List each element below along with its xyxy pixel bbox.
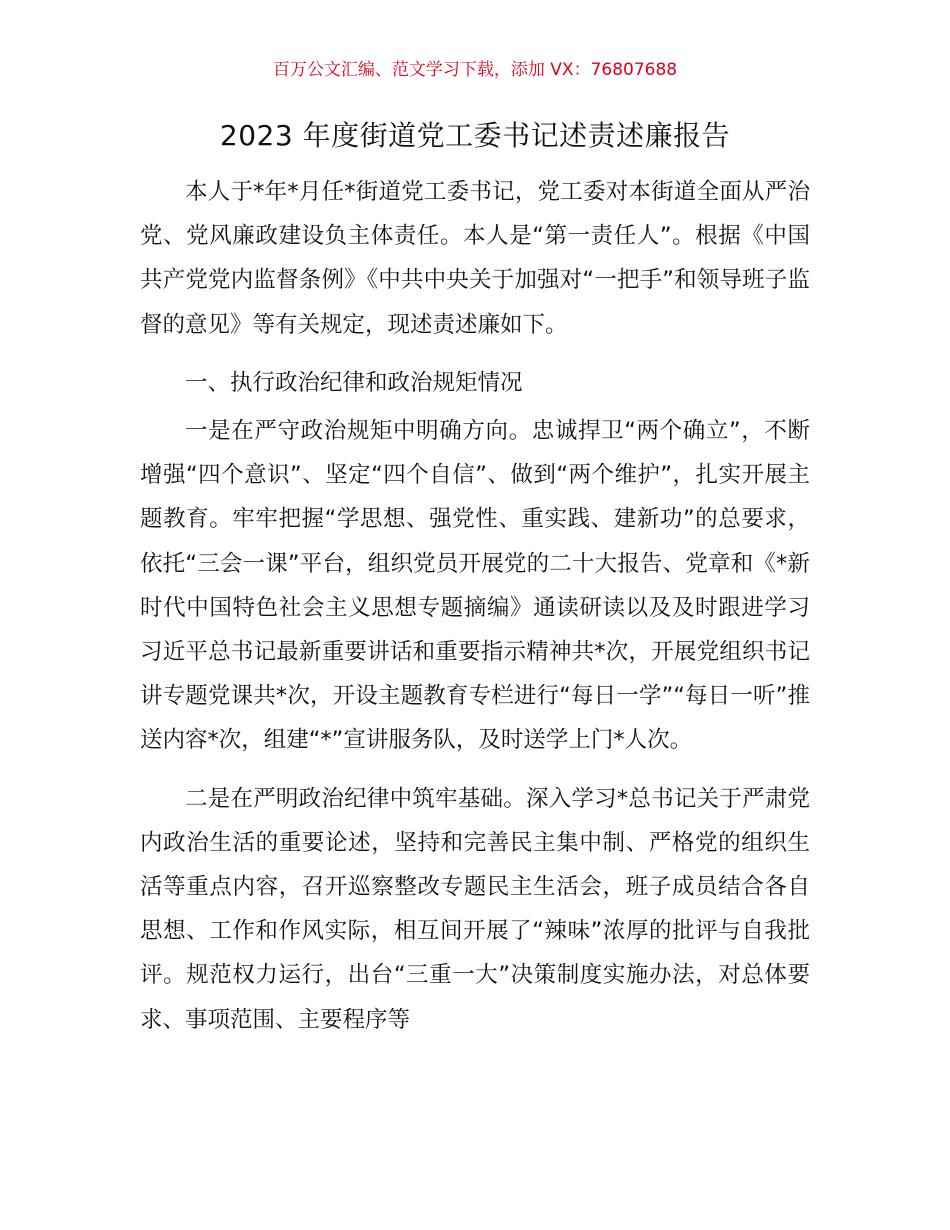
- paragraph-intro: 本人于*年*月任*街道党工委书记，党工委对本街道全面从严治党、党风廉政建设负主体责任。本人是“第一责任人”。根据《中国共产党党内监督条例》《中共中央关于加强对“一把手”和领导班子监督的意见》等有关规定，现述责述廉如下。: [140, 179, 810, 338]
- document-body: [140, 170, 810, 1042]
- paragraph-point-2: 二是在严明政治纪律中筑牢基础。深入学习*总书记关于严肃党内政治生活的重要论述，坚持和完善民主集中制、严格党的组织生活等重点内容，召开巡察整改专题民主生活会，班子成员结合各自思想、工作和作风实际，相互间开展了“辣味”浓厚的批评与自我批评。规范权力运行，出台“三重一大”决策制度实施办法，对总体要求、事项范围、主要程序等: [140, 785, 810, 1033]
- paragraph-point-1: 一是在严守政治规矩中明确方向。忠诚捍卫“两个确立”，不断增强“四个意识”、坚定“四个自信”、做到“两个维护”，扎实开展主题教育。牢牢把握“学思想、强党性、重实践、建新功”的总要求，依托“三会一课”平台，组织党员开展党的二十大报告、党章和《*新时代中国特色社会主义思想专题摘编》通读研读以及及时跟进学习习近平总书记最新重要讲话和重要指示精神共*次，开展党组织书记讲专题党课共*次，开设主题教育专栏进行“每日一学”“每日一听”推送内容*次，组建“*”宣讲服务队，及时送学上门*人次。: [140, 418, 810, 754]
- section-heading-1: 一、执行政治纪律和政治规矩情况: [185, 369, 523, 396]
- header-banner: 百万公文汇编、范文学习下载，添加 VX：76807688: [272, 60, 678, 80]
- document-title: 2023 年度街道党工委书记述责述廉报告: [219, 119, 731, 152]
